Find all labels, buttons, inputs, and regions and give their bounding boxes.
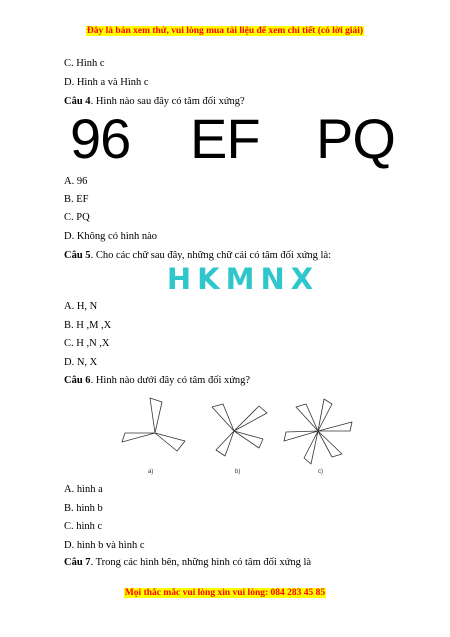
answer-option: C. H ,N ,X (64, 338, 110, 349)
answer-option: D. Không có hình nào (64, 231, 158, 242)
answer-option: D. N, X (64, 357, 98, 368)
pinwheel-figure-b (212, 404, 267, 456)
answer-option: A. H, N (64, 301, 98, 312)
question-text: . Hình nào sau đây có tâm đối xứng? (90, 96, 245, 107)
answer-option: D. Hình a và Hình c (64, 77, 149, 88)
answer-option: C. PQ (64, 212, 90, 223)
q6-pinwheel-figures (115, 393, 355, 479)
answer-option: B. hình b (64, 503, 103, 514)
answer-option: B. H ,M ,X (64, 320, 112, 331)
question-label: Câu 5 (64, 250, 91, 261)
contact-footer-text: Mọi thắc mắc vui lòng xin vui lòng: 084 283 45 85 (124, 588, 326, 598)
preview-notice-text: Đây là bản xem thử, vui lòng mua tài liệu để xem chi tiết (có lời giải) (86, 26, 364, 36)
question-text: . Trong các hình bên, những hình có tâm đối xứng là (90, 557, 312, 568)
figure-text-ef: EF (190, 107, 260, 170)
q5-letters-figure: HKMNX (166, 262, 320, 296)
question-4 (64, 96, 245, 107)
figure-label-b: b) (235, 469, 241, 475)
question-label: Câu 7 (64, 557, 91, 568)
answer-option: A. 96 (64, 176, 88, 187)
question-text: . Cho các chữ sau đây, những chữ cái có tâm đối xứng là: (90, 250, 332, 261)
answer-option: A. hình a (64, 484, 103, 495)
figure-text-pq: PQ (316, 107, 395, 170)
question-5 (64, 250, 331, 261)
preview-notice-banner (0, 26, 450, 36)
figure-label-a: a) (148, 469, 154, 475)
q4-figure (0, 108, 450, 170)
answer-option: D. hình b và hình c (64, 540, 145, 551)
question-6 (64, 375, 250, 386)
question-7 (64, 557, 311, 568)
pinwheel-figure-c (284, 399, 352, 464)
contact-footer-banner (0, 588, 450, 598)
answer-option: C. hình c (64, 521, 103, 532)
answer-option: C. Hình c (64, 58, 105, 69)
figure-text-96: 96 (70, 107, 131, 170)
question-label: Câu 4 (64, 96, 91, 107)
pinwheel-figure-a (122, 398, 185, 451)
answer-option: B. EF (64, 194, 89, 205)
question-text: . Hình nào dưới đây có tâm đối xứng? (90, 375, 251, 386)
question-label: Câu 6 (64, 375, 91, 386)
figure-label-c: c) (318, 469, 323, 475)
